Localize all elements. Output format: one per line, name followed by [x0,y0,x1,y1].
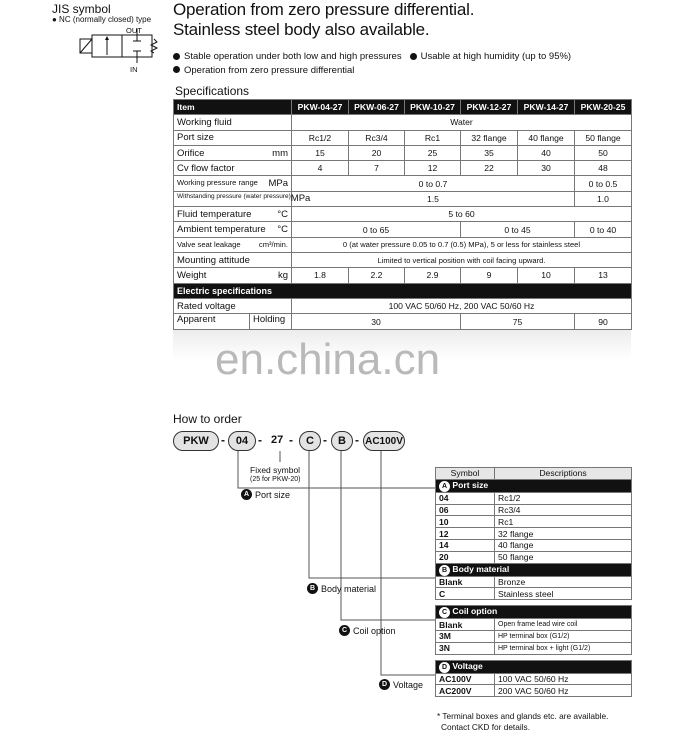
order-code-table [435,467,632,697]
code-part-series: PKW [173,431,219,451]
table-row: Valve seat leakage cm³/min. 0 (at water pressure 0.05 to 0.7 (0.5) MPa), 5 or less for stainless steel [174,237,632,252]
bullet-item: Operation from zero pressure differential [173,64,354,78]
bullet-item: Usable at high humidity (up to 95%) [410,50,572,64]
code-part-port-size: 04 [228,431,256,451]
code-part-body: C [299,431,321,451]
footnote: * Terminal boxes and glands etc. are available. Contact CKD for details. [437,711,609,732]
table-row: 10 Rc1 [436,516,632,528]
table-row: AC100V 100 VAC 50/60 Hz [436,673,632,685]
jis-symbol-title: JIS symbol [52,2,111,16]
table-row: AC200V 200 VAC 50/60 Hz [436,685,632,697]
table-row: Blank Open frame lead wire coil [436,619,632,631]
step-voltage: D Voltage [379,679,423,690]
group-header-body-material: B Body material [436,563,632,576]
code-dash: - [323,433,327,447]
header-model: PKW-06-27 [349,100,405,115]
specifications-title: Specifications [175,84,250,98]
jis-out-label: OUT [126,26,142,35]
step-body-material: B Body material [307,583,376,594]
header-model: PKW-04-27 [292,100,349,115]
header-model: PKW-20-25 [575,100,632,115]
table-row: Working pressure range MPa 0 to 0.7 0 to 0.5 [174,176,632,191]
code-dash: - [355,433,359,447]
table-row: 12 32 flange [436,528,632,540]
table-row: Orifice mm 15 20 25 35 40 50 [174,145,632,160]
jis-in-label: IN [130,65,138,74]
table-row: 06 Rc3/4 [436,504,632,516]
group-header-port-size: A Port size [436,479,632,492]
table-row: Port size Rc1/2 Rc3/4 Rc1 32 flange 40 flange 50 flange [174,130,632,145]
table-row: 04 Rc1/2 [436,492,632,504]
table-row: Withstanding pressure (water pressure) MPa 1.5 1.0 [174,191,632,206]
electric-spec-header: Electric specifications [174,283,632,298]
table-row: Weight kg 1.8 2.2 2.9 9 10 13 [174,268,632,283]
table-row: Cv flow factor 4 7 12 22 30 48 [174,161,632,176]
table-header-row: Symbol Descriptions [436,468,632,480]
code-dash: - [258,433,262,447]
group-header-coil-option: C Coil option [436,606,632,619]
step-port-size: A Port size [241,489,290,500]
header-model: PKW-12-27 [461,100,518,115]
code-part-fixed: 27 [271,434,284,446]
table-row: Apparent Holding 30 75 90 [174,314,632,330]
headline-line-1: Operation from zero pressure differential. [173,0,475,19]
table-row: C Stainless steel [436,588,632,600]
header-item: Item [174,100,292,115]
code-part-voltage: AC100V [363,431,405,451]
table-row: 3N HP terminal box + light (G1/2) [436,642,632,654]
table-row: 14 40 flange [436,539,632,551]
fixed-symbol-note: Fixed symbol (25 for PKW-20) [250,465,301,483]
group-header-voltage: D Voltage [436,660,632,673]
headline-line-2: Stainless steel body also available. [173,20,430,39]
watermark: en.china.cn [215,335,441,384]
table-row: Fluid temperature °C 5 to 60 [174,207,632,222]
table-row: Ambient temperature °C 0 to 65 0 to 45 0 to 40 [174,222,632,237]
code-dash: - [221,433,225,447]
table-row: Working fluid Water [174,115,632,130]
table-row: 20 50 flange [436,551,632,563]
table-row: Mounting attitude Limited to vertical position with coil facing upward. [174,252,632,267]
header-model: PKW-14-27 [518,100,575,115]
header-model: PKW-10-27 [405,100,461,115]
table-row: Rated voltage 100 VAC 50/60 Hz, 200 VAC 50/60 Hz [174,298,632,313]
table-row: Blank Bronze [436,576,632,588]
code-part-coil: B [331,431,353,451]
how-to-order-title: How to order [173,412,242,426]
table-row: 3M HP terminal box (G1/2) [436,630,632,642]
step-coil-option: C Coil option [339,625,396,636]
bullet-item: Stable operation under both low and high pressures [173,50,402,64]
code-dash: - [289,433,293,447]
jis-symbol-subtitle: ● NC (normally closed) type [52,15,152,24]
